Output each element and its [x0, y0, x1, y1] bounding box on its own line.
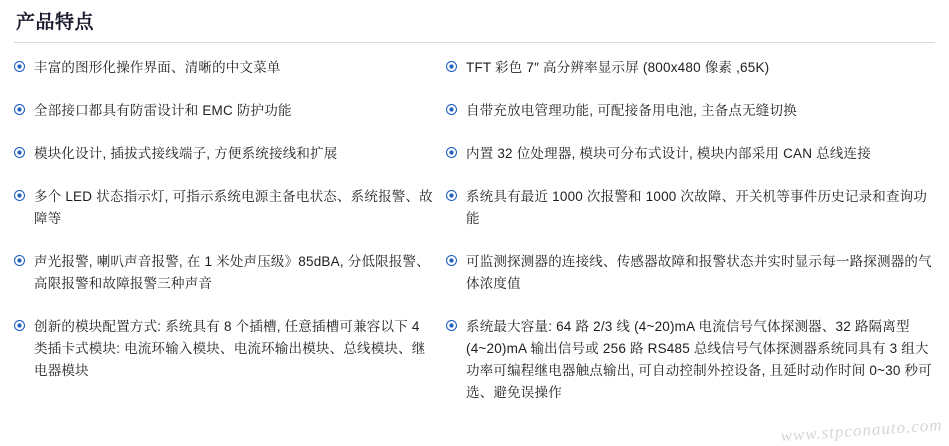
list-item-label: 自带充放电管理功能, 可配接备用电池, 主备点无缝切换	[466, 103, 797, 118]
list-item	[14, 57, 434, 79]
list-item-label: 可监测探测器的连接线、传感器故障和报警状态并实时显示每一路探测器的气体浓度值	[466, 254, 932, 291]
list-item-label: 内置 32 位处理器, 模块可分布式设计, 模块内部采用 CAN 总线连接	[466, 146, 871, 161]
list-item	[14, 100, 434, 122]
bullet-icon	[14, 147, 25, 158]
features-columns	[14, 57, 935, 425]
list-item-label: 模块化设计, 插拔式接线端子, 方便系统接线和扩展	[34, 146, 338, 161]
page-title: 产品特点	[16, 12, 95, 33]
bullet-icon	[14, 61, 25, 72]
list-item-label: 多个 LED 状态指示灯, 可指示系统电源主备电状态、系统报警、故障等	[34, 189, 433, 226]
list-item	[446, 316, 934, 404]
list-item	[446, 100, 934, 122]
list-item	[14, 186, 434, 230]
features-left-column	[14, 57, 444, 425]
bullet-icon	[446, 190, 457, 201]
list-item	[14, 316, 434, 382]
bullet-icon	[14, 190, 25, 201]
list-item	[446, 143, 934, 165]
list-item-label: 全部接口都具有防雷设计和 EMC 防护功能	[34, 103, 292, 118]
bullet-icon	[14, 255, 25, 266]
list-item	[446, 251, 934, 295]
bullet-icon	[446, 147, 457, 158]
list-item	[14, 143, 434, 165]
list-item-label: 丰富的图形化操作界面、清晰的中文菜单	[34, 60, 281, 75]
list-item	[446, 186, 934, 230]
bullet-icon	[446, 320, 457, 331]
list-item	[446, 57, 934, 79]
list-item-label: TFT 彩色 7″ 高分辨率显示屏 (800x480 像素 ,65K)	[466, 60, 770, 75]
watermark: www.stpconauto.com	[779, 415, 943, 446]
list-item	[14, 251, 434, 295]
title-divider	[14, 42, 935, 43]
bullet-icon	[14, 104, 25, 115]
bullet-icon	[14, 320, 25, 331]
bullet-icon	[446, 104, 457, 115]
list-item-label: 声光报警, 喇叭声音报警, 在 1 米处声压级》85dBA, 分低限报警、高限报警和故障报警三种声音	[34, 254, 430, 291]
bullet-icon	[446, 61, 457, 72]
list-item-label: 系统具有最近 1000 次报警和 1000 次故障、开关机等事件历史记录和查询功能	[466, 189, 928, 226]
features-right-column	[444, 57, 934, 425]
bullet-icon	[446, 255, 457, 266]
list-item-label: 系统最大容量: 64 路 2/3 线 (4~20)mA 电流信号气体探测器、32 路隔离型 (4~20)mA 输出信号或 256 路 RS485 总线信号气体探测器系统同具有 3 组大功率可编程继电器触点输出, 可自动控制外控设备, 且延时动作时间 0~30 秒可选、避免误操作	[466, 319, 932, 400]
list-item-label: 创新的模块配置方式: 系统具有 8 个插槽, 任意插槽可兼容以下 4 类插卡式模块: 电流环输入模块、电流环输出模块、总线模块、继电器模块	[34, 319, 426, 378]
